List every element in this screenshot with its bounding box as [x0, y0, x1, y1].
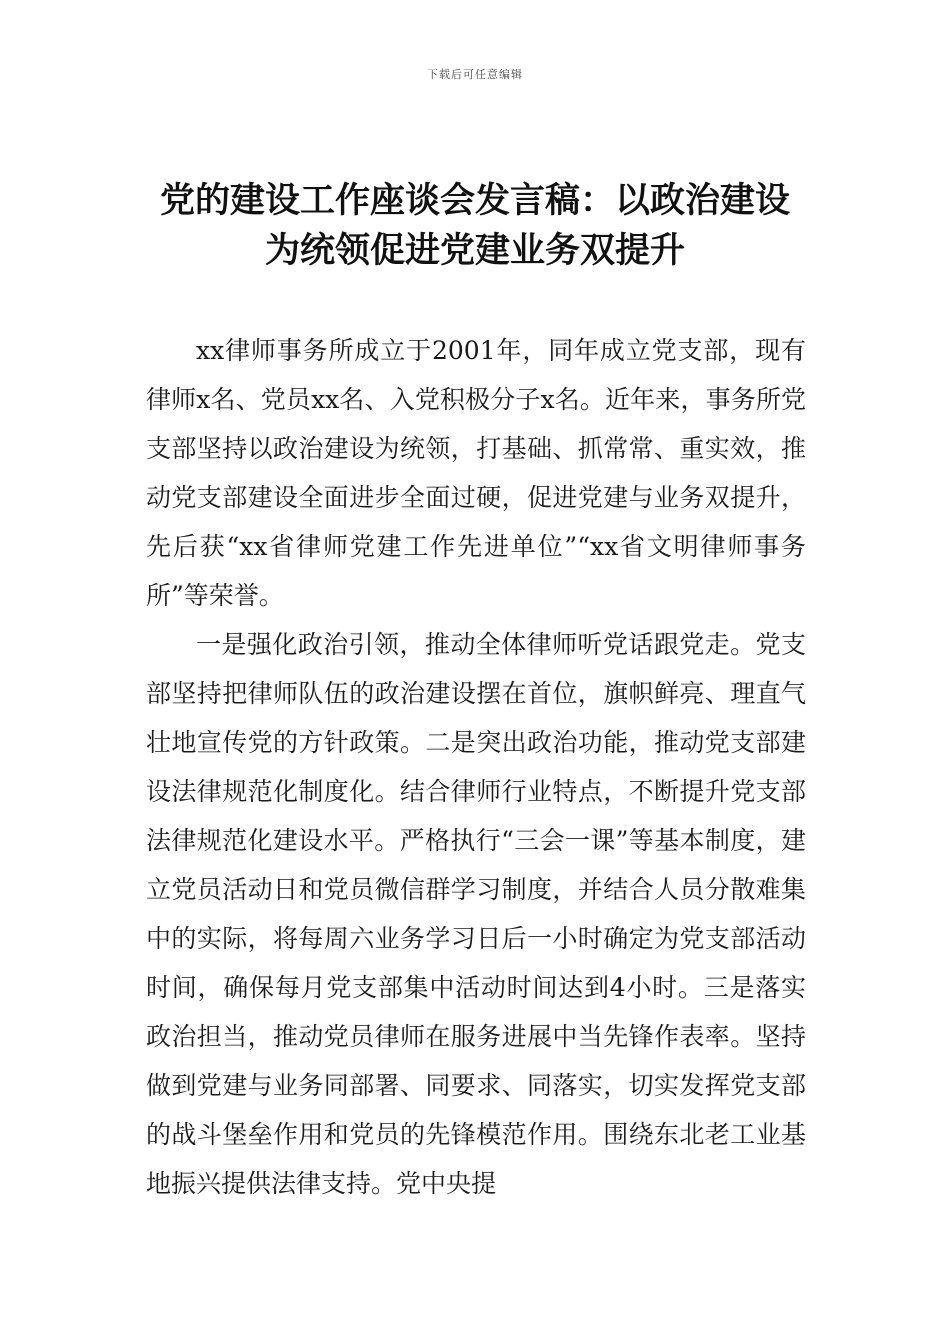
document-title: [140, 176, 810, 276]
header-note: 下载后可任意编辑: [427, 68, 523, 81]
document-body: [146, 326, 806, 1208]
title-line-1: 党的建设工作座谈会发言稿：以政治建设: [159, 180, 790, 221]
paragraph: xx律师事务所成立于2001年，同年成立党支部，现有律师x名、党员xx名、入党积极分子x名。近年来，事务所党支部坚持以政治建设为统领，打基础、抓常常、重实效，推动党支部建设全面进步全面过硬，促进党建与业务双提升，先后获“xx省律师党建工作先进单位”“xx省文明律师事务所”等荣誉。: [146, 336, 806, 610]
title-line-2: 为统领促进党建业务双提升: [264, 230, 685, 271]
paragraph: 一是强化政治引领，推动全体律师听党话跟党走。党支部坚持把律师队伍的政治建设摆在首位，旗帜鲜亮、理直气壮地宣传党的方针政策。二是突出政治功能，推动党支部建设法律规范化制度化。结合律师行业特点，不断提升党支部法律规范化建设水平。严格执行“三会一课”等基本制度，建立党员活动日和党员微信群学习制度，并结合人员分散难集中的实际，将每周六业务学习日后一小时确定为党支部活动时间，确保每月党支部集中活动时间达到4小时。三是落实政治担当，推动党员律师在服务进展中当先锋作表率。坚持做到党建与业务同部署、同要求、同落实，切实发挥党支部的战斗堡垒作用和党员的先锋模范作用。围绕东北老工业基地振兴提供法律支持。党中央提: [146, 630, 806, 1198]
